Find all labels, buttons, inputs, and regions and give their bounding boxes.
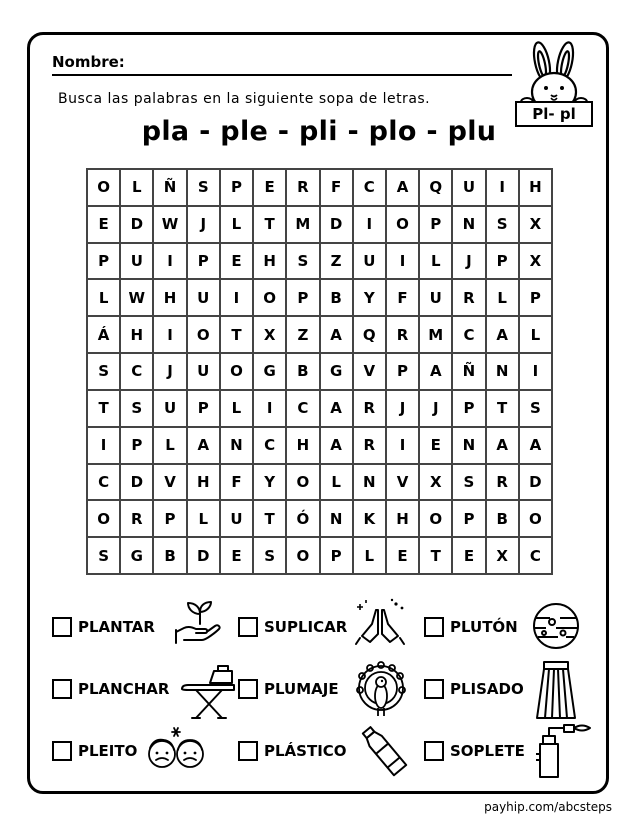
word-label: PLISADO (450, 680, 524, 698)
grid-cell[interactable]: X (254, 317, 287, 354)
grid-cell[interactable]: H (154, 280, 187, 317)
grid-cell[interactable]: D (520, 465, 553, 502)
grid-cell[interactable]: B (287, 354, 320, 391)
grid-cell[interactable]: R (487, 465, 520, 502)
grid-cell[interactable]: E (254, 170, 287, 207)
word-label: SUPLICAR (264, 618, 348, 636)
grid-cell[interactable]: I (154, 244, 187, 281)
grid-cell[interactable]: L (520, 317, 553, 354)
grid-cell[interactable]: D (321, 207, 354, 244)
grid-cell[interactable]: H (287, 428, 320, 465)
checkbox[interactable] (424, 617, 444, 637)
grid-cell[interactable]: E (453, 538, 486, 575)
grid-cell[interactable]: Y (354, 280, 387, 317)
word-label: PLUTÓN (450, 618, 518, 636)
checkbox[interactable] (424, 679, 444, 699)
grid-cell[interactable]: P (154, 501, 187, 538)
grid-cell[interactable]: P (188, 244, 221, 281)
grid-cell[interactable]: W (121, 280, 154, 317)
grid-cell[interactable]: A (321, 428, 354, 465)
grid-cell[interactable]: C (254, 428, 287, 465)
grid-cell[interactable]: R (387, 317, 420, 354)
grid-cell[interactable]: P (221, 170, 254, 207)
grid-cell[interactable]: Ñ (453, 354, 486, 391)
grid-cell[interactable]: P (520, 280, 553, 317)
word-label: PLANTAR (78, 618, 155, 636)
instructions: Busca las palabras en la siguiente sopa de letras. (58, 91, 431, 107)
grid-cell[interactable]: N (453, 428, 486, 465)
pleated-skirt-icon (535, 660, 577, 722)
word-label: PLÁSTICO (264, 742, 347, 760)
grid-cell[interactable]: T (254, 207, 287, 244)
grid-cell[interactable]: K (354, 501, 387, 538)
grid-cell[interactable]: U (453, 170, 486, 207)
grid-cell[interactable]: U (354, 244, 387, 281)
word-item-plantar[interactable] (52, 617, 155, 637)
grid-cell[interactable]: R (121, 501, 154, 538)
grid-cell[interactable]: C (453, 317, 486, 354)
grid-cell[interactable]: Y (254, 465, 287, 502)
grid-cell[interactable]: R (354, 428, 387, 465)
plastic-bottle-icon (356, 722, 412, 780)
grid-cell[interactable]: T (487, 391, 520, 428)
grid-cell[interactable]: S (287, 244, 320, 281)
grid-cell[interactable]: L (221, 207, 254, 244)
grid-cell[interactable]: L (420, 244, 453, 281)
grid-cell[interactable]: O (88, 170, 121, 207)
grid-cell[interactable]: H (188, 465, 221, 502)
grid-cell[interactable]: A (520, 428, 553, 465)
grid-cell[interactable]: U (154, 391, 187, 428)
grid-cell[interactable]: I (387, 428, 420, 465)
grid-cell[interactable]: P (121, 428, 154, 465)
grid-cell[interactable]: N (221, 428, 254, 465)
word-item-plisado[interactable] (424, 679, 524, 699)
grid-cell[interactable]: P (88, 244, 121, 281)
peacock-icon (352, 660, 410, 720)
grid-cell[interactable]: Á (88, 317, 121, 354)
grid-cell[interactable]: W (154, 207, 187, 244)
word-item-pluton[interactable] (424, 617, 518, 637)
grid-cell[interactable]: Z (321, 244, 354, 281)
grid-cell[interactable]: N (354, 465, 387, 502)
grid-cell[interactable]: U (188, 280, 221, 317)
grid-cell[interactable]: N (487, 354, 520, 391)
grid-cell[interactable]: S (520, 391, 553, 428)
grid-cell[interactable]: J (453, 244, 486, 281)
grid-cell[interactable]: F (387, 280, 420, 317)
blowtorch-icon (530, 720, 592, 780)
grid-cell[interactable]: U (221, 501, 254, 538)
grid-cell[interactable]: A (487, 428, 520, 465)
grid-cell[interactable]: E (387, 538, 420, 575)
grid-cell[interactable]: T (88, 391, 121, 428)
grid-cell[interactable]: E (420, 428, 453, 465)
grid-cell[interactable]: T (420, 538, 453, 575)
grid-cell[interactable]: O (387, 207, 420, 244)
grid-cell[interactable]: N (321, 501, 354, 538)
grid-cell[interactable]: R (453, 280, 486, 317)
checkbox[interactable] (238, 617, 258, 637)
grid-cell[interactable]: I (487, 170, 520, 207)
grid-cell[interactable]: M (287, 207, 320, 244)
word-item-plastico[interactable] (238, 741, 347, 761)
grid-cell[interactable]: I (520, 354, 553, 391)
word-label: SOPLETE (450, 742, 525, 760)
grid-cell[interactable]: U (420, 280, 453, 317)
grid-cell[interactable]: R (287, 170, 320, 207)
grid-cell[interactable]: F (321, 170, 354, 207)
grid-cell[interactable]: V (387, 465, 420, 502)
grid-cell[interactable]: B (321, 280, 354, 317)
grid-cell[interactable]: P (321, 538, 354, 575)
grid-cell[interactable]: S (487, 207, 520, 244)
word-label: PLUMAJE (264, 680, 339, 698)
grid-cell[interactable]: I (387, 244, 420, 281)
grid-cell[interactable]: L (121, 170, 154, 207)
grid-cell[interactable]: A (321, 317, 354, 354)
grid-cell[interactable]: O (254, 280, 287, 317)
grid-cell[interactable]: U (188, 354, 221, 391)
grid-cell[interactable]: A (321, 391, 354, 428)
grid-cell[interactable]: D (188, 538, 221, 575)
grid-cell[interactable]: A (387, 170, 420, 207)
grid-cell[interactable]: Q (354, 317, 387, 354)
grid-cell[interactable]: H (254, 244, 287, 281)
grid-cell[interactable]: C (88, 465, 121, 502)
word-label: PLANCHAR (78, 680, 170, 698)
grid-cell[interactable]: O (221, 354, 254, 391)
name-label: Nombre: (52, 53, 125, 71)
grid-cell[interactable]: J (188, 207, 221, 244)
grid-cell[interactable]: H (121, 317, 154, 354)
grid-cell[interactable]: Ó (287, 501, 320, 538)
grid-cell[interactable]: X (420, 465, 453, 502)
grid-cell[interactable]: D (121, 207, 154, 244)
grid-cell[interactable]: U (121, 244, 154, 281)
grid-cell[interactable]: O (88, 501, 121, 538)
grid-cell[interactable]: C (354, 170, 387, 207)
fighting-kids-icon (144, 724, 208, 776)
grid-cell[interactable]: S (254, 538, 287, 575)
footer-url: payhip.com/abcsteps (484, 800, 612, 814)
grid-cell[interactable]: D (121, 465, 154, 502)
grid-cell[interactable]: F (221, 465, 254, 502)
grid-cell[interactable]: L (188, 501, 221, 538)
grid-cell[interactable]: X (487, 538, 520, 575)
grid-cell[interactable]: S (188, 170, 221, 207)
grid-cell[interactable]: B (487, 501, 520, 538)
grid-cell[interactable]: O (520, 501, 553, 538)
checkbox[interactable] (52, 617, 72, 637)
ironing-board-icon (178, 663, 238, 721)
grid-cell[interactable]: P (487, 244, 520, 281)
word-item-pleito[interactable] (52, 741, 137, 761)
grid-cell[interactable]: J (420, 391, 453, 428)
word-item-planchar[interactable] (52, 679, 169, 699)
grid-cell[interactable]: I (221, 280, 254, 317)
planet-icon (530, 600, 582, 652)
grid-cell[interactable]: L (487, 280, 520, 317)
checkbox[interactable] (238, 741, 258, 761)
grid-cell[interactable]: B (154, 538, 187, 575)
word-item-soplete[interactable] (424, 741, 525, 761)
grid-cell[interactable]: P (188, 391, 221, 428)
grid-cell[interactable]: P (453, 501, 486, 538)
grid-cell[interactable]: L (221, 391, 254, 428)
grid-cell[interactable]: S (453, 465, 486, 502)
grid-cell[interactable]: O (420, 501, 453, 538)
grid-cell[interactable]: S (121, 391, 154, 428)
grid-cell[interactable]: I (88, 428, 121, 465)
syllable-badge: Pl- pl (515, 101, 593, 127)
checkbox[interactable] (52, 741, 72, 761)
grid-cell[interactable]: I (254, 391, 287, 428)
seedling-hand-icon (172, 600, 224, 646)
grid-cell[interactable]: V (154, 465, 187, 502)
grid-cell[interactable]: P (387, 354, 420, 391)
grid-cell[interactable]: L (154, 428, 187, 465)
grid-cell[interactable]: E (221, 538, 254, 575)
syllables-title: pla - ple - pli - plo - plu (141, 116, 497, 147)
checkbox[interactable] (424, 741, 444, 761)
grid-cell[interactable]: A (420, 354, 453, 391)
grid-cell[interactable]: S (88, 538, 121, 575)
grid-cell[interactable]: C (520, 538, 553, 575)
grid-cell[interactable]: P (420, 207, 453, 244)
grid-cell[interactable]: M (420, 317, 453, 354)
name-line[interactable] (52, 74, 512, 76)
grid-cell[interactable]: X (520, 244, 553, 281)
checkbox[interactable] (52, 679, 72, 699)
word-item-plumaje[interactable] (238, 679, 339, 699)
grid-cell[interactable]: G (254, 354, 287, 391)
grid-cell[interactable]: G (121, 538, 154, 575)
checkbox[interactable] (238, 679, 258, 699)
praying-hands-icon (352, 598, 408, 648)
grid-cell[interactable]: N (453, 207, 486, 244)
word-label: PLEITO (78, 742, 138, 760)
grid-cell[interactable]: L (321, 465, 354, 502)
grid-cell[interactable]: J (154, 354, 187, 391)
grid-cell[interactable]: J (387, 391, 420, 428)
grid-cell[interactable]: I (354, 207, 387, 244)
word-search-grid (86, 168, 553, 575)
grid-cell[interactable]: A (188, 428, 221, 465)
grid-cell[interactable]: E (221, 244, 254, 281)
grid-cell[interactable]: O (287, 538, 320, 575)
grid-cell[interactable]: A (487, 317, 520, 354)
grid-cell[interactable]: T (221, 317, 254, 354)
grid-cell[interactable]: Z (287, 317, 320, 354)
grid-cell[interactable]: H (520, 170, 553, 207)
grid-cell[interactable]: V (354, 354, 387, 391)
grid-cell[interactable]: L (354, 538, 387, 575)
grid-cell[interactable]: R (354, 391, 387, 428)
grid-cell[interactable]: G (321, 354, 354, 391)
grid-cell[interactable]: T (254, 501, 287, 538)
grid-cell[interactable]: X (520, 207, 553, 244)
word-item-suplicar[interactable] (238, 617, 347, 637)
grid-cell[interactable]: S (88, 354, 121, 391)
grid-cell[interactable]: I (154, 317, 187, 354)
grid-cell[interactable]: C (121, 354, 154, 391)
grid-cell[interactable]: O (287, 465, 320, 502)
grid-cell[interactable]: Q (420, 170, 453, 207)
grid-cell[interactable]: E (88, 207, 121, 244)
grid-cell[interactable]: H (387, 501, 420, 538)
grid-cell[interactable]: Ñ (154, 170, 187, 207)
grid-cell[interactable]: P (453, 391, 486, 428)
grid-cell[interactable]: O (188, 317, 221, 354)
grid-cell[interactable]: L (88, 280, 121, 317)
grid-cell[interactable]: C (287, 391, 320, 428)
grid-cell[interactable]: P (287, 280, 320, 317)
